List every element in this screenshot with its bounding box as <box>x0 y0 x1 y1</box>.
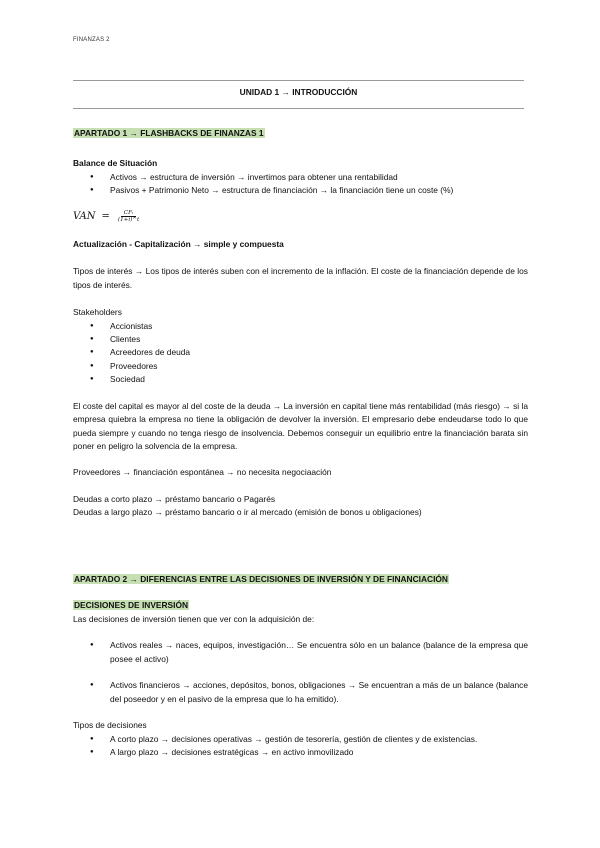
list-item: ● Activos → estructura de inversión → invertimos para obtener una rentabilidad <box>73 171 528 184</box>
decisiones-intro: Las decisiones de inversión tienen que ver con la adquisición de: <box>73 613 315 624</box>
proveedores-line: Proveedores → financiación espontánea → no necesita negociaación <box>73 467 332 478</box>
formula-denominator: (1+i)^t <box>117 217 140 224</box>
bottom-divider <box>73 108 524 109</box>
formula-equals: = <box>101 210 110 222</box>
list-item: ● Proveedores <box>73 360 528 373</box>
tipos-decisiones-heading: Tipos de decisiones <box>73 720 147 731</box>
list-item: ● Acreedores de deuda <box>73 346 528 359</box>
van-formula <box>73 204 528 230</box>
balance-list <box>73 171 528 198</box>
balance-heading: Balance de Situación <box>73 158 158 169</box>
list-item: ● Activos reales → naces, equipos, investigación… Se encuentra sólo en un balance (balance de la empresa que posee el activo) <box>73 639 528 666</box>
tipos-decisiones-list <box>73 733 528 760</box>
list-item: ● A largo plazo → decisiones estratégicas → en activo inmovilizado <box>73 746 528 759</box>
actualizacion-line: Actualización - Capitalización → simple y compuesta <box>73 238 284 249</box>
section-2 <box>73 573 528 759</box>
stakeholders-list <box>73 320 528 387</box>
list-item: ● Activos financieros → acciones, depósitos, bonos, obligaciones → Se encuentran a más de un balance (balance del poseedor y en el pasivo de la empresa que lo ha emitido). <box>73 679 528 706</box>
stakeholders-heading: Stakeholders <box>73 307 122 318</box>
section-1 <box>73 127 528 520</box>
formula-numerator: CFₜ <box>121 210 137 217</box>
formula-lhs: VAN <box>73 210 96 222</box>
decisiones-inversion-heading: DECISIONES DE INVERSIÓN <box>74 600 189 611</box>
list-item: ● Clientes <box>73 333 528 346</box>
page-header: FINANZAS 2 <box>73 37 110 43</box>
unit-title: UNIDAD 1 → INTRODUCCIÓN <box>239 87 358 97</box>
list-item: ● Accionistas <box>73 320 528 333</box>
coste-capital-paragraph: El coste del capital es mayor al del coste de la deuda → La inversión en capital tiene más rentabilidad (más riesgo) → si la empresa quiebra la empresa no tiene la obligación de devolver la inversión. El empresario debe endeudarse todo lo que pueda siempre y cuando no tenga riesgo de insolvencia. Debemos conseguir un equilibrio entre la financiación barata sin poner en peligro la solvencia de la empresa. <box>73 400 528 451</box>
formula-fraction <box>116 210 141 224</box>
list-item: ● Sociedad <box>73 373 528 386</box>
list-item: ● A corto plazo → decisiones operativas → gestión de tesorería, gestión de clientes y de existencias. <box>73 733 528 746</box>
tipos-interes-paragraph: Tipos de interés → Los tipos de interés suben con el incremento de la inflación. El coste de la financiación depende de los tipos de interés. <box>73 266 528 290</box>
top-divider <box>73 80 524 81</box>
section-1-title: APARTADO 1 → FLASHBACKS DE FINANZAS 1 <box>74 128 264 138</box>
deudas-corto-line: Deudas a corto plazo → préstamo bancario o Pagarés <box>73 493 276 504</box>
list-item: ● Pasivos + Patrimonio Neto → estructura de financiación → la financiación tiene un coste (%) <box>73 184 528 197</box>
section-2-title: APARTADO 2 → DIFERENCIAS ENTRE LAS DECISIONES DE INVERSIÓN Y DE FINANCIACIÓN <box>74 574 448 584</box>
deudas-largo-line: Deudas a largo plazo → préstamo bancario o ir al mercado (emisión de bonos u obligaciones) <box>73 507 422 518</box>
activos-list <box>73 639 528 706</box>
